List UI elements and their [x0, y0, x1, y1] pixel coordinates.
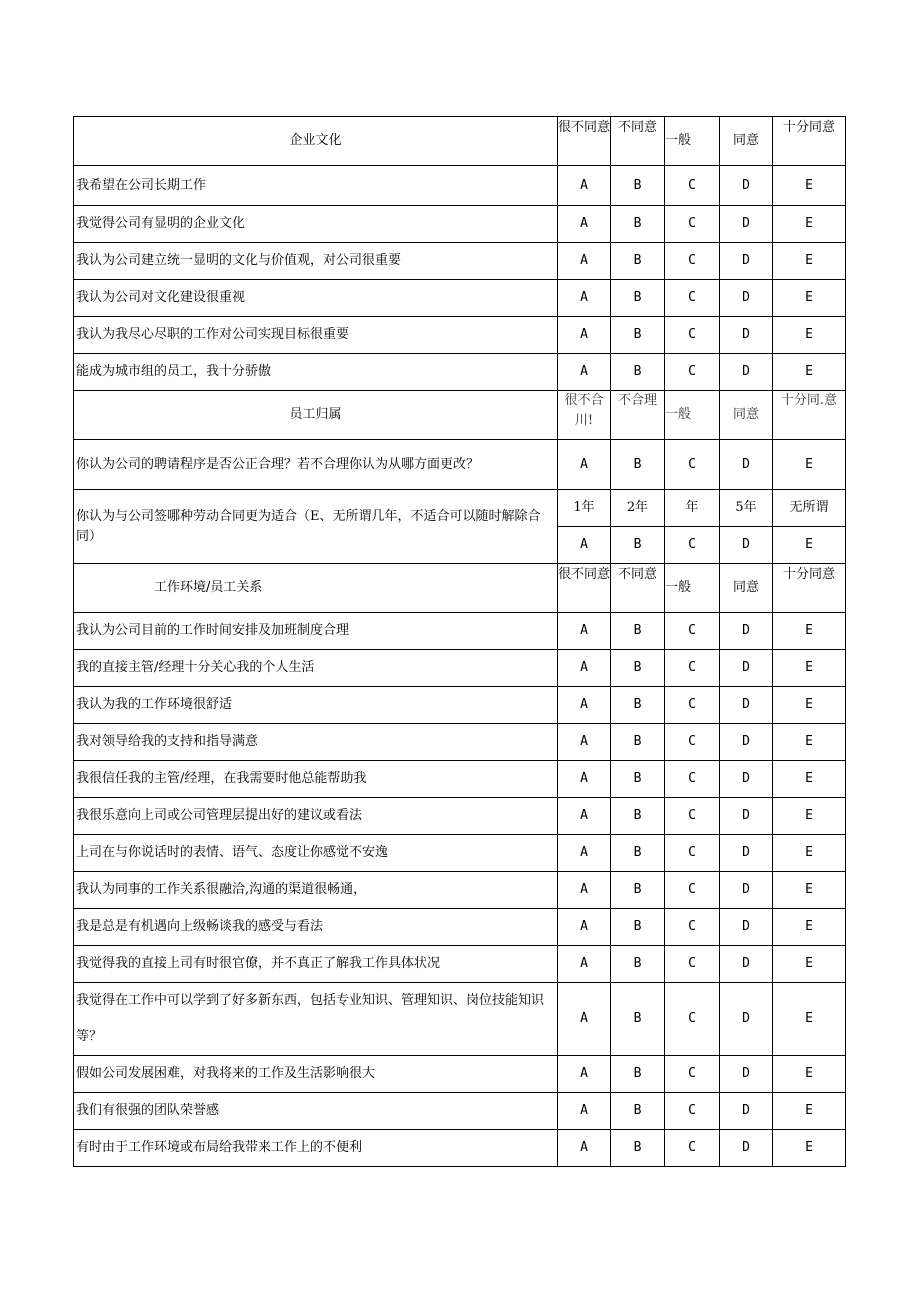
option-b[interactable]: B [611, 909, 665, 946]
question-row [74, 650, 846, 687]
option-a[interactable]: A [558, 650, 611, 687]
column-header: 一般 [665, 564, 720, 613]
column-header: 同意 [720, 391, 773, 440]
question-text: 你认为与公司签哪种劳动合同更为适合（E、无所谓几年，不适合可以随时解除合同） [74, 490, 558, 564]
question-row [74, 354, 846, 391]
question-text: 我认为同事的工作关系很融洽,沟通的渠道很畅通， [74, 872, 558, 909]
question-text: 我觉得公司有显明的企业文化 [74, 206, 558, 243]
question-text: 我的直接主管/经理十分关心我的个人生活 [74, 650, 558, 687]
question-row [74, 243, 846, 280]
option-c[interactable]: C [665, 687, 720, 724]
option-c[interactable]: C [665, 1056, 720, 1093]
option-c[interactable]: C [665, 946, 720, 983]
option-a[interactable]: A [558, 440, 611, 490]
option-a[interactable]: A [558, 687, 611, 724]
option-e[interactable]: E [773, 280, 846, 317]
year-option[interactable]: 1年 [558, 490, 611, 527]
question-text: 我觉得我的直接上司有时很官僚，并不真正了解我工作具体状况 [74, 946, 558, 983]
option-b[interactable]: B [611, 527, 665, 564]
section-header-row [74, 391, 846, 440]
column-header: 很不同意 [558, 117, 611, 166]
question-row [74, 761, 846, 798]
option-b[interactable]: B [611, 243, 665, 280]
column-header: 很不同意 [558, 564, 611, 613]
question-row [74, 1056, 846, 1093]
option-b[interactable]: B [611, 317, 665, 354]
option-a[interactable]: A [558, 872, 611, 909]
survey-table [73, 116, 846, 1167]
option-c[interactable]: C [665, 613, 720, 650]
option-b[interactable]: B [611, 983, 665, 1056]
option-a[interactable]: A [558, 206, 611, 243]
column-header: 十分同.意 [773, 391, 846, 440]
question-text: 能成为城市组的员工，我十分骄傲 [74, 354, 558, 391]
option-d[interactable]: D [720, 1093, 773, 1130]
option-e[interactable]: E [773, 206, 846, 243]
section-header-row [74, 117, 846, 166]
option-c[interactable]: C [665, 650, 720, 687]
option-e[interactable]: E [773, 650, 846, 687]
option-d[interactable]: D [720, 1130, 773, 1167]
option-d[interactable]: D [720, 687, 773, 724]
option-d[interactable]: D [720, 206, 773, 243]
option-b[interactable]: B [611, 206, 665, 243]
option-c[interactable]: C [665, 166, 720, 206]
option-b[interactable]: B [611, 280, 665, 317]
question-row [74, 798, 846, 835]
question-text: 我是总是有机遇向上级畅谈我的感受与看法 [74, 909, 558, 946]
question-row [74, 687, 846, 724]
option-d[interactable]: D [720, 354, 773, 391]
option-b[interactable]: B [611, 798, 665, 835]
option-e[interactable]: E [773, 243, 846, 280]
question-row [74, 724, 846, 761]
year-option[interactable]: 5年 [720, 490, 773, 527]
question-row [74, 872, 846, 909]
option-a[interactable]: A [558, 909, 611, 946]
question-row [74, 1130, 846, 1167]
option-c[interactable]: C [665, 206, 720, 243]
column-header: 很不合川! [558, 391, 611, 440]
option-c[interactable]: C [665, 761, 720, 798]
option-d[interactable]: D [720, 835, 773, 872]
question-row [74, 166, 846, 206]
column-header: 十分同意 [773, 117, 846, 166]
option-b[interactable]: B [611, 761, 665, 798]
year-option[interactable]: 2年 [611, 490, 665, 527]
option-d[interactable]: D [720, 909, 773, 946]
question-text: 我认为公司目前的工作时间安排及加班制度合理 [74, 613, 558, 650]
option-a[interactable]: A [558, 946, 611, 983]
question-text: 我们有很强的团队荣誉感 [74, 1093, 558, 1130]
section-title-culture: 企业文化 [74, 117, 558, 166]
option-d[interactable]: D [720, 1056, 773, 1093]
survey-body [74, 117, 846, 1167]
option-e[interactable]: E [773, 527, 846, 564]
question-text: 我认为我尽心尽职的工作对公司实现目标很重要 [74, 317, 558, 354]
option-d[interactable]: D [720, 613, 773, 650]
option-d[interactable]: D [720, 650, 773, 687]
question-text: 我觉得在工作中可以学到了好多新东西，包括专业知识、管理知识、岗位技能知识等？ [74, 983, 558, 1056]
question-text: 假如公司发展困难，对我将来的工作及生活影响很大 [74, 1056, 558, 1093]
option-e[interactable]: E [773, 798, 846, 835]
option-a[interactable]: A [558, 983, 611, 1056]
option-a[interactable]: A [558, 1056, 611, 1093]
option-b[interactable]: B [611, 1093, 665, 1130]
option-b[interactable]: B [611, 440, 665, 490]
option-b[interactable]: B [611, 1130, 665, 1167]
option-e[interactable]: E [773, 761, 846, 798]
question-text: 我很乐意向上司或公司管理层提出好的建议或看法 [74, 798, 558, 835]
option-e[interactable]: E [773, 354, 846, 391]
option-c[interactable]: C [665, 280, 720, 317]
option-b[interactable]: B [611, 724, 665, 761]
option-c[interactable]: C [665, 798, 720, 835]
option-b[interactable]: B [611, 354, 665, 391]
option-a[interactable]: A [558, 761, 611, 798]
question-row [74, 983, 846, 1056]
option-c[interactable]: C [665, 440, 720, 490]
question-text: 我认为公司对文化建设很重视 [74, 280, 558, 317]
question-text: 上司在与你说话时的表情、语气、态度让你感觉不安逸 [74, 835, 558, 872]
question-text: 有时由于工作环境或布局给我带来工作上的不便利 [74, 1130, 558, 1167]
question-text: 我希望在公司长期工作 [74, 166, 558, 206]
column-header: 同意 [720, 117, 773, 166]
question-row [74, 946, 846, 983]
question-text: 我认为我的工作环境很舒适 [74, 687, 558, 724]
option-e[interactable]: E [773, 166, 846, 206]
question-text: 你认为公司的聘请程序是否公正合理？若不合理你认为从哪方面更改？ [74, 440, 558, 490]
option-d[interactable]: D [720, 317, 773, 354]
option-d[interactable]: D [720, 280, 773, 317]
option-a[interactable]: A [558, 280, 611, 317]
option-a[interactable]: A [558, 613, 611, 650]
option-d[interactable]: D [720, 527, 773, 564]
option-c[interactable]: C [665, 1093, 720, 1130]
option-a[interactable]: A [558, 724, 611, 761]
option-e[interactable]: E [773, 1056, 846, 1093]
option-a[interactable]: A [558, 1130, 611, 1167]
option-e[interactable]: E [773, 613, 846, 650]
column-header: 一般 [665, 391, 720, 440]
option-a[interactable]: A [558, 527, 611, 564]
column-header: 不同意 [611, 564, 665, 613]
option-e[interactable]: E [773, 983, 846, 1056]
question-row [74, 1093, 846, 1130]
option-b[interactable]: B [611, 650, 665, 687]
option-e[interactable]: E [773, 724, 846, 761]
option-a[interactable]: A [558, 243, 611, 280]
option-e[interactable]: E [773, 909, 846, 946]
option-c[interactable]: C [665, 909, 720, 946]
question-row [74, 206, 846, 243]
option-d[interactable]: D [720, 872, 773, 909]
column-header: 不合理 [611, 391, 665, 440]
option-c[interactable]: C [665, 243, 720, 280]
option-d[interactable]: D [720, 440, 773, 490]
question-row [74, 280, 846, 317]
option-a[interactable]: A [558, 798, 611, 835]
option-b[interactable]: B [611, 687, 665, 724]
option-c[interactable]: C [665, 1130, 720, 1167]
option-e[interactable]: E [773, 835, 846, 872]
question-row [74, 613, 846, 650]
option-e[interactable]: E [773, 872, 846, 909]
year-option[interactable]: 年 [665, 490, 720, 527]
option-d[interactable]: D [720, 724, 773, 761]
question-text: 我对领导给我的支持和指导满意 [74, 724, 558, 761]
option-d[interactable]: D [720, 798, 773, 835]
option-d[interactable]: D [720, 983, 773, 1056]
question-row [74, 835, 846, 872]
option-a[interactable]: A [558, 317, 611, 354]
option-b[interactable]: B [611, 872, 665, 909]
column-header: 不同意 [611, 117, 665, 166]
option-a[interactable]: A [558, 1093, 611, 1130]
option-c[interactable]: C [665, 724, 720, 761]
option-b[interactable]: B [611, 613, 665, 650]
column-header: 十分同意 [773, 564, 846, 613]
section-header-row [74, 564, 846, 613]
question-text: 我很信任我的主管/经理，在我需要时他总能帮助我 [74, 761, 558, 798]
column-header: 一般 [665, 117, 720, 166]
option-e[interactable]: E [773, 687, 846, 724]
option-d[interactable]: D [720, 243, 773, 280]
column-header: 同意 [720, 564, 773, 613]
option-e[interactable]: E [773, 946, 846, 983]
option-a[interactable]: A [558, 166, 611, 206]
option-a[interactable]: A [558, 835, 611, 872]
option-d[interactable]: D [720, 946, 773, 983]
question-row [74, 317, 846, 354]
option-c[interactable]: C [665, 835, 720, 872]
question-row [74, 490, 846, 527]
option-c[interactable]: C [665, 354, 720, 391]
option-d[interactable]: D [720, 166, 773, 206]
option-d[interactable]: D [720, 761, 773, 798]
option-c[interactable]: C [665, 527, 720, 564]
option-b[interactable]: B [611, 1056, 665, 1093]
option-b[interactable]: B [611, 835, 665, 872]
option-c[interactable]: C [665, 317, 720, 354]
option-c[interactable]: C [665, 872, 720, 909]
question-row [74, 909, 846, 946]
year-option[interactable]: 无所谓 [773, 490, 846, 527]
option-e[interactable]: E [773, 1093, 846, 1130]
section-title-environment: 工作环境/员工关系 [74, 564, 558, 613]
question-row [74, 440, 846, 490]
option-e[interactable]: E [773, 440, 846, 490]
option-e[interactable]: E [773, 317, 846, 354]
question-text: 我认为公司建立统一显明的文化与价值观，对公司很重要 [74, 243, 558, 280]
option-b[interactable]: B [611, 166, 665, 206]
section-title-belonging: 员工归属 [74, 391, 558, 440]
option-c[interactable]: C [665, 983, 720, 1056]
option-b[interactable]: B [611, 946, 665, 983]
option-a[interactable]: A [558, 354, 611, 391]
option-e[interactable]: E [773, 1130, 846, 1167]
